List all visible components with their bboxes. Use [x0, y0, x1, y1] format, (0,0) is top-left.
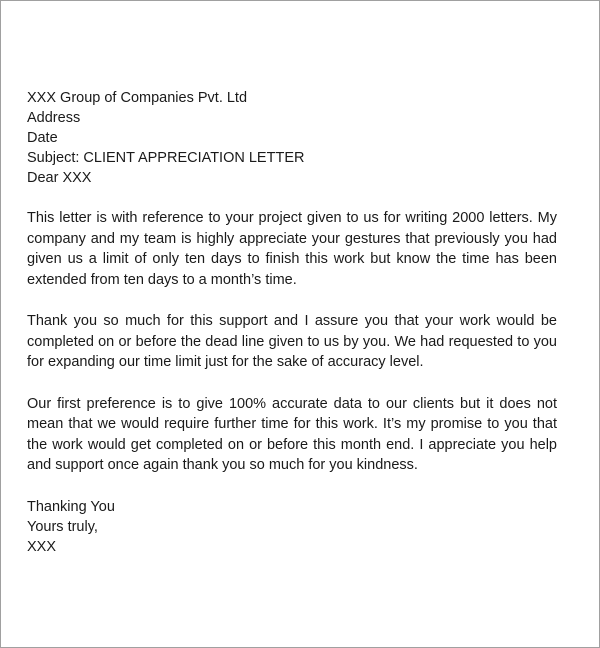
body-paragraph-3: Our first preference is to give 100% accurate data to our clients but it does not mean that we would require further time for this work. It’s my promise to you that the work would get completed on or before this month end. I appreciate you help and support once again thank you so much for you kindness. — [27, 395, 557, 473]
letter-content — [27, 88, 557, 557]
closing-signature: XXX — [27, 538, 57, 555]
company-name: XXX Group of Companies Pvt. Ltd — [27, 90, 248, 106]
address-line: Address — [27, 110, 81, 126]
body-paragraph-2: Thank you so much for this support and I assure you that your work would be completed on or before the dead line given to us by you. We had requested to you for expanding our time limit just for the sake of accuracy level. — [27, 313, 557, 370]
letter-header — [27, 88, 557, 188]
subject-line: Subject: CLIENT APPRECIATION LETTER — [27, 150, 305, 166]
date-line: Date — [27, 130, 58, 146]
closing-thanks: Thanking You — [27, 498, 115, 515]
letter-closing — [27, 497, 557, 557]
body-paragraph-1: This letter is with reference to your project given to us for writing 2000 letters. My company and my team is highly appreciate your gestures that previously you had given us a limit of only ten days to finish this work but know the time has been extended from ten days to a month’s time. — [27, 210, 557, 288]
salutation: Dear XXX — [27, 170, 92, 186]
closing-signoff: Yours truly, — [27, 518, 98, 535]
